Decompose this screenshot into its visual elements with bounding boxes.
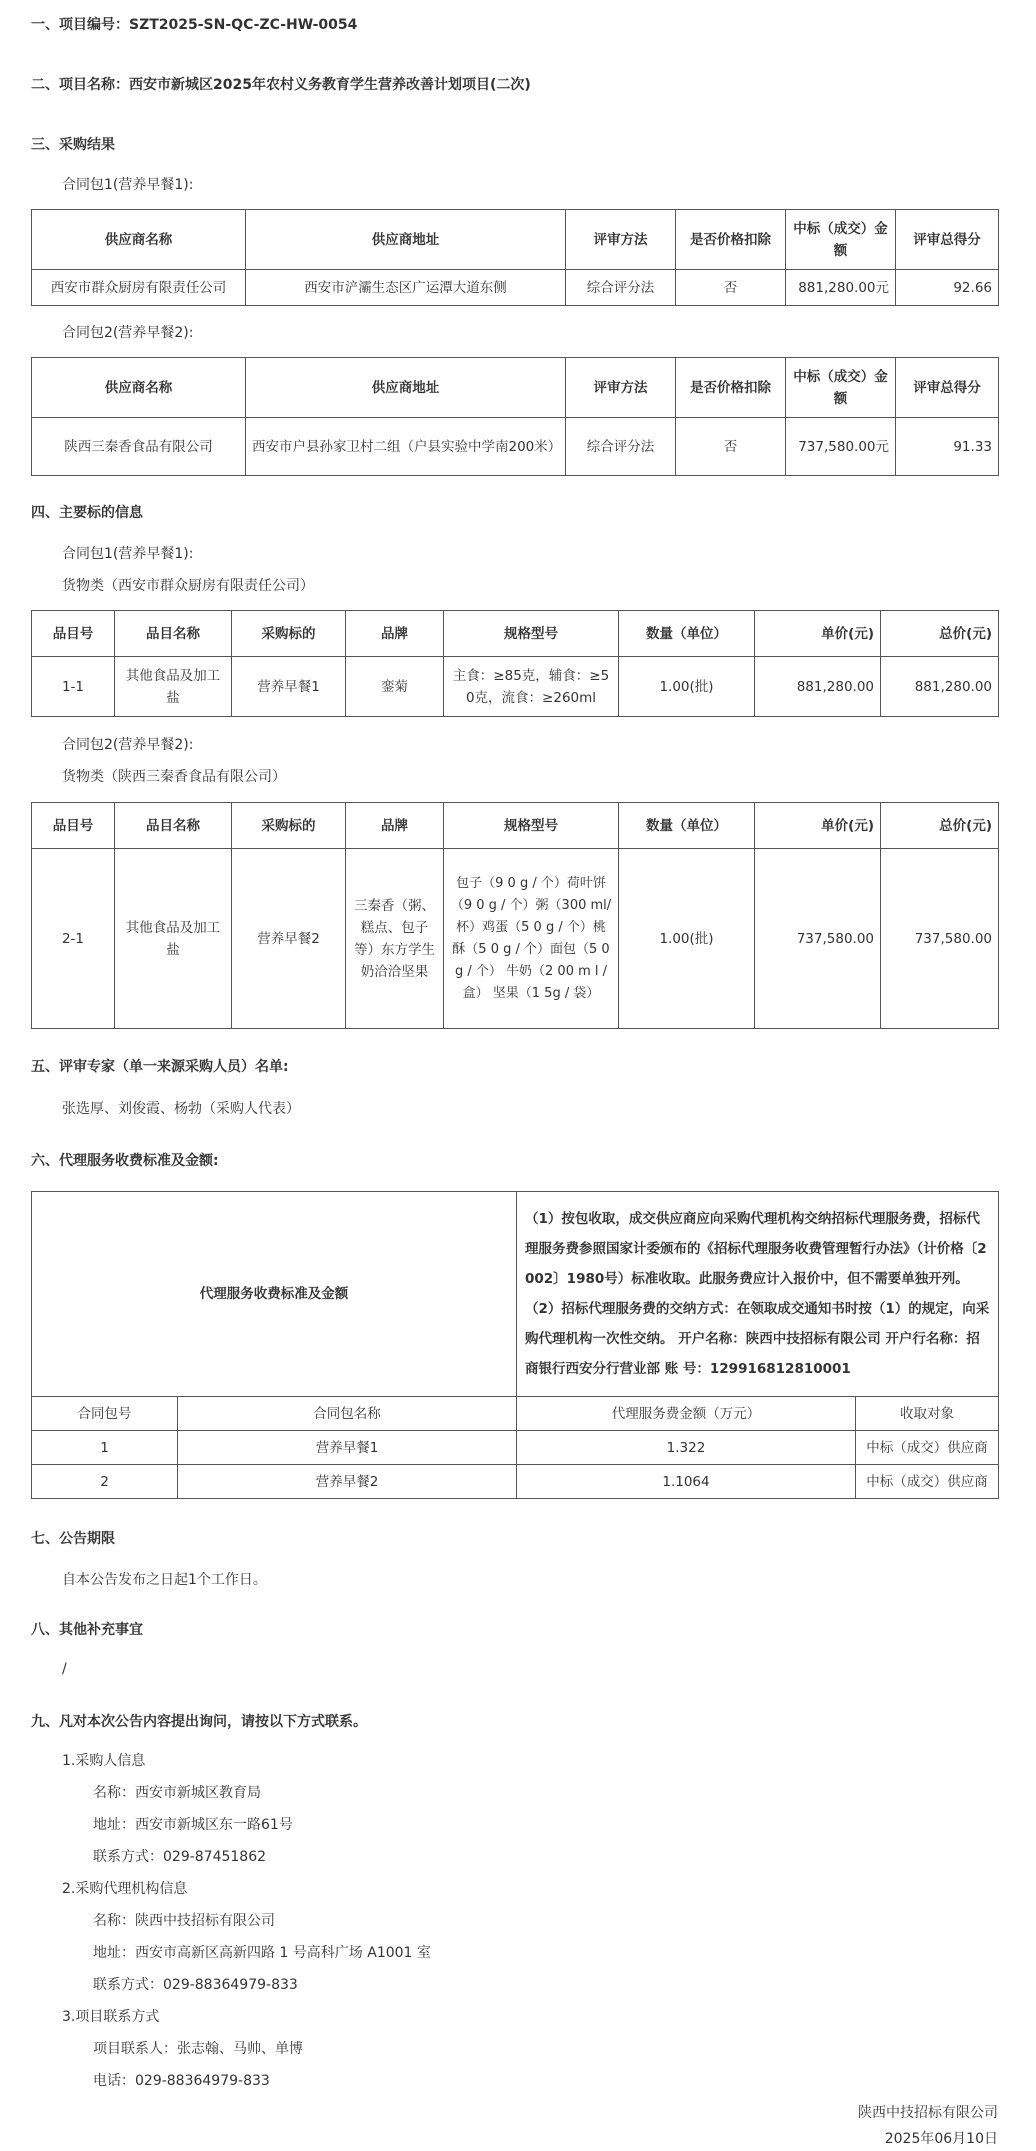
fee-header-payer: 收取对象: [856, 1397, 999, 1431]
header-total-score: 评审总得分: [896, 358, 999, 418]
result-table-2: [31, 357, 999, 476]
fee-package-name: 营养早餐2: [178, 1465, 517, 1499]
goods1-label: 货物类（西安市群众厨房有限责任公司）: [62, 578, 314, 594]
header-award-amount: 中标（成交）金额: [786, 210, 896, 270]
header-spec: 规格型号: [444, 611, 619, 657]
experts-list: 张选厚、刘俊霞、杨勃（采购人代表）: [62, 1101, 300, 1117]
spec: 主食：≥85克，辅食：≥50克，流食：≥260ml: [444, 657, 619, 717]
agency-fee-table: [31, 1191, 999, 1499]
package2-label: 合同包2(营养早餐2):: [62, 325, 194, 341]
header-item-no: 品目号: [32, 611, 115, 657]
signature-org: 陕西中技招标有限公司: [858, 2105, 998, 2121]
fee-header-package-no: 合同包号: [32, 1397, 178, 1431]
total-score: 92.66: [896, 270, 999, 306]
fee-standard-note: （1）按包收取，成交供应商应向采购代理机构交纳招标代理服务费，招标代理服务费参照国家计委颁布的《招标代理服务收费管理暂行办法》（计价格〔2002〕1980号）标准收取。此服务费应计入报价中，但不需要单独开列。（2）招标代理服务费的交纳方式：在领取成交通知书时按（1）的规定，向采购代理机构一次性交纳。 开户名称：陕西中技招标有限公司 开户行名称：招商银行西安分行营业部 账 号：129916812810001: [517, 1192, 999, 1397]
header-purchase-target: 采购标的: [232, 611, 346, 657]
fee-header-amount: 代理服务费金额（万元）: [517, 1397, 856, 1431]
goods2-label: 货物类（陕西三秦香食品有限公司）: [62, 769, 286, 785]
review-method: 综合评分法: [566, 270, 676, 306]
section-agency-fee: 六、代理服务收费标准及金额:: [31, 1153, 219, 1169]
fee-header-package-name: 合同包名称: [178, 1397, 517, 1431]
item-no: 2-1: [32, 849, 115, 1029]
quantity: 1.00(批): [619, 657, 755, 717]
unit-price: 881,280.00: [755, 657, 881, 717]
section-notice-period: 七、公告期限: [31, 1531, 115, 1547]
section-contact: 九、凡对本次公告内容提出询问，请按以下方式联系。: [31, 1714, 367, 1730]
fee-payer: 中标（成交）供应商: [856, 1465, 999, 1499]
header-total-score: 评审总得分: [896, 210, 999, 270]
header-purchase-target: 采购标的: [232, 803, 346, 849]
header-brand: 品牌: [346, 803, 444, 849]
fee-amount: 1.322: [517, 1431, 856, 1465]
header-supplier-address: 供应商地址: [246, 358, 566, 418]
total-price: 737,580.00: [881, 849, 999, 1029]
item-no: 1-1: [32, 657, 115, 717]
buyer-phone: 联系方式：029-87451862: [93, 1849, 267, 1865]
agent-phone: 联系方式：029-88364979-833: [93, 1977, 298, 1993]
contact-info-title: 3.项目联系方式: [62, 2009, 160, 2025]
total-price: 881,280.00: [881, 657, 999, 717]
fee-package-no: 2: [32, 1465, 178, 1499]
quantity: 1.00(批): [619, 849, 755, 1029]
buyer-info-title: 1.采购人信息: [62, 1753, 146, 1769]
supplier-address: 西安市浐灞生态区广运潭大道东侧: [246, 270, 566, 306]
header-spec: 规格型号: [444, 803, 619, 849]
signature-date: 2025年06月10日: [884, 2131, 998, 2147]
agent-address: 地址：西安市高新区高新四路 1 号高科广场 A1001 室: [93, 1945, 431, 1961]
goods-table-1: [31, 610, 999, 717]
price-deduction: 否: [676, 270, 786, 306]
supplement-text: /: [62, 1661, 67, 1677]
supplier-name: 西安市群众厨房有限责任公司: [32, 270, 246, 306]
notice-period: 自本公告发布之日起1个工作日。: [62, 1572, 267, 1588]
header-unit-price: 单价(元): [755, 611, 881, 657]
project-number: 一、项目编号：SZT2025-SN-QC-ZC-HW-0054: [31, 17, 358, 33]
price-deduction: 否: [676, 418, 786, 476]
package1-label: 合同包1(营养早餐1):: [62, 177, 194, 193]
goods-table-2: [31, 802, 999, 1029]
header-price-deduction: 是否价格扣除: [676, 358, 786, 418]
fee-payer: 中标（成交）供应商: [856, 1431, 999, 1465]
buyer-name: 名称：西安市新城区教育局: [93, 1785, 261, 1801]
review-method: 综合评分法: [566, 418, 676, 476]
purchase-target: 营养早餐1: [232, 657, 346, 717]
supplier-name: 陕西三秦香食品有限公司: [32, 418, 246, 476]
header-item-name: 品目名称: [115, 803, 232, 849]
award-amount: 881,280.00元: [786, 270, 896, 306]
header-item-no: 品目号: [32, 803, 115, 849]
result-table-1: [31, 209, 999, 306]
package1-label: 合同包1(营养早餐1):: [62, 546, 194, 562]
unit-price: 737,580.00: [755, 849, 881, 1029]
project-name: 二、项目名称：西安市新城区2025年农村义务教育学生营养改善计划项目(二次): [31, 77, 531, 93]
header-review-method: 评审方法: [566, 210, 676, 270]
section-main-items: 四、主要标的信息: [31, 505, 143, 521]
fee-standard-label: 代理服务收费标准及金额: [32, 1192, 517, 1397]
brand: 三秦香（粥、糕点、包子等）东方学生奶洽洽坚果: [346, 849, 444, 1029]
supplier-address: 西安市户县孙家卫村二组（户县实验中学南200米）: [246, 418, 566, 476]
section-experts: 五、评审专家（单一来源采购人员）名单:: [31, 1059, 289, 1075]
total-score: 91.33: [896, 418, 999, 476]
agent-info-title: 2.采购代理机构信息: [62, 1881, 188, 1897]
fee-package-name: 营养早餐1: [178, 1431, 517, 1465]
section-procurement-result: 三、采购结果: [31, 137, 115, 153]
header-review-method: 评审方法: [566, 358, 676, 418]
contact-phone: 电话：029-88364979-833: [93, 2073, 270, 2089]
fee-amount: 1.1064: [517, 1465, 856, 1499]
buyer-address: 地址：西安市新城区东一路61号: [93, 1817, 293, 1833]
header-unit-price: 单价(元): [755, 803, 881, 849]
header-supplier-name: 供应商名称: [32, 358, 246, 418]
header-quantity: 数量（单位）: [619, 611, 755, 657]
header-quantity: 数量（单位）: [619, 803, 755, 849]
brand: 銮菊: [346, 657, 444, 717]
header-price-deduction: 是否价格扣除: [676, 210, 786, 270]
spec: 包子（9 0 g / 个）荷叶饼（9 0 g / 个）粥（300 ml/ 杯）鸡蛋（5 0 g / 个）桃酥（5 0 g / 个）面包（5 0 g / 个） 牛奶（2 00 m l / 盒） 坚果（1 5g / 袋）: [444, 849, 619, 1029]
contact-persons: 项目联系人：张志翰、马帅、单博: [93, 2041, 303, 2057]
fee-package-no: 1: [32, 1431, 178, 1465]
header-award-amount: 中标（成交）金额: [786, 358, 896, 418]
header-supplier-name: 供应商名称: [32, 210, 246, 270]
award-amount: 737,580.00元: [786, 418, 896, 476]
item-name: 其他食品及加工盐: [115, 849, 232, 1029]
package2-label: 合同包2(营养早餐2):: [62, 737, 194, 753]
header-total-price: 总价(元): [881, 611, 999, 657]
header-supplier-address: 供应商地址: [246, 210, 566, 270]
section-supplement: 八、其他补充事宜: [31, 1622, 143, 1638]
purchase-target: 营养早餐2: [232, 849, 346, 1029]
header-total-price: 总价(元): [881, 803, 999, 849]
agent-name: 名称：陕西中技招标有限公司: [93, 1913, 275, 1929]
item-name: 其他食品及加工盐: [115, 657, 232, 717]
header-item-name: 品目名称: [115, 611, 232, 657]
header-brand: 品牌: [346, 611, 444, 657]
